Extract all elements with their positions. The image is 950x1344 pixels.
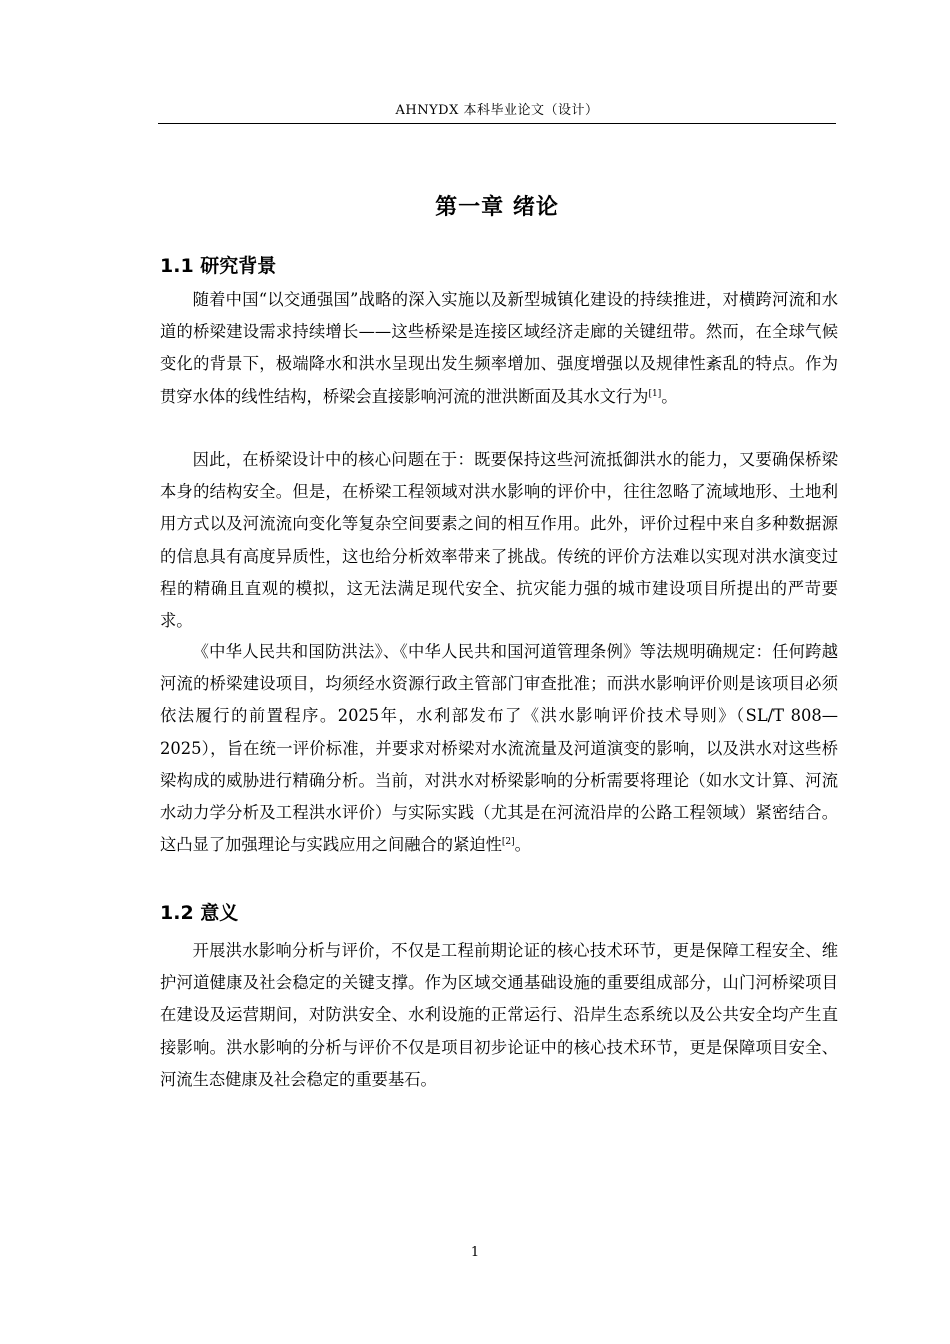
chapter-title: 第一章 绪论 (435, 195, 559, 220)
header-rule (158, 123, 836, 124)
page-number: 1 (470, 1245, 480, 1260)
section-heading-background: 1.1 研究背景 (160, 255, 277, 277)
paragraph-background-3 (160, 636, 838, 861)
paragraph-end: 。 (661, 386, 678, 406)
running-header: AHNYDX 本科毕业论文（设计） (395, 103, 599, 118)
paragraph-text: 随着中国“以交通强国”战略的深入实施以及新型城镇化建设的持续推进，对横跨河流和水道的桥梁建设需求持续增长——这些桥梁是连接区域经济走廊的关键纽带。然而，在全球气候变化的背景下，极端降水和洪水呈现出发生频率增加、强度增强以及规律性紊乱的特点。作为贯穿水体的线性结构，桥梁会直接影响河流的泄洪断面及其水文行为 (160, 290, 838, 406)
citation-reference[interactable]: [2] (501, 837, 515, 848)
paragraph-significance-1 (160, 935, 838, 1096)
paragraph-background-2 (160, 444, 838, 637)
paragraph-text: 开展洪水影响分析与评价，不仅是工程前期论证的核心技术环节，更是保障工程安全、维护河道健康及社会稳定的关键支撑。作为区域交通基础设施的重要组成部分，山门河桥梁项目在建设及运营期间，对防洪安全、水利设施的正常运行、沿岸生态系统以及公共安全均产生直接影响。洪水影响的分析与评价不仅是项目初步论证中的核心技术环节，更是保障项目安全、河流生态健康及社会稳定的重要基石。 (160, 941, 838, 1089)
paragraph-end: 。 (514, 835, 531, 855)
paragraph-text: 《中华人民共和国防洪法》、《中华人民共和国河道管理条例》等法规明确规定：任何跨越河流的桥梁建设项目，均须经水资源行政主管部门审查批准；而洪水影响评价则是该项目必须依法履行的前置程序。2025年，水利部发布了《洪水影响评价技术导则》（SL/T 808—2025），旨在统一评价标准，并要求对桥梁对水流流量及河道演变的影响，以及洪水对这些桥梁构成的威胁进行精确分析。当前，对洪水对桥梁影响的分析需要将理论（如水文计算、河流水动力学分析及工程洪水评价）与实际实践（尤其是在河流沿岸的公路工程领域）紧密结合。这凸显了加强理论与实践应用之间融合的紧迫性 (160, 642, 838, 855)
section-heading-significance: 1.2 意义 (160, 902, 239, 924)
paragraph-background-1 (160, 284, 838, 413)
citation-reference[interactable]: [1] (648, 388, 662, 399)
paragraph-text: 因此，在桥梁设计中的核心问题在于：既要保持这些河流抵御洪水的能力，又要确保桥梁本身的结构安全。但是，在桥梁工程领域对洪水影响的评价中，往往忽略了流域地形、土地利用方式以及河流流向变化等复杂空间要素之间的相互作用。此外，评价过程中来自多种数据源的信息具有高度异质性，这也给分析效率带来了挑战。传统的评价方法难以实现对洪水演变过程的精确且直观的模拟，这无法满足现代安全、抗灾能力强的城市建设项目所提出的严苛要求。 (160, 450, 838, 631)
